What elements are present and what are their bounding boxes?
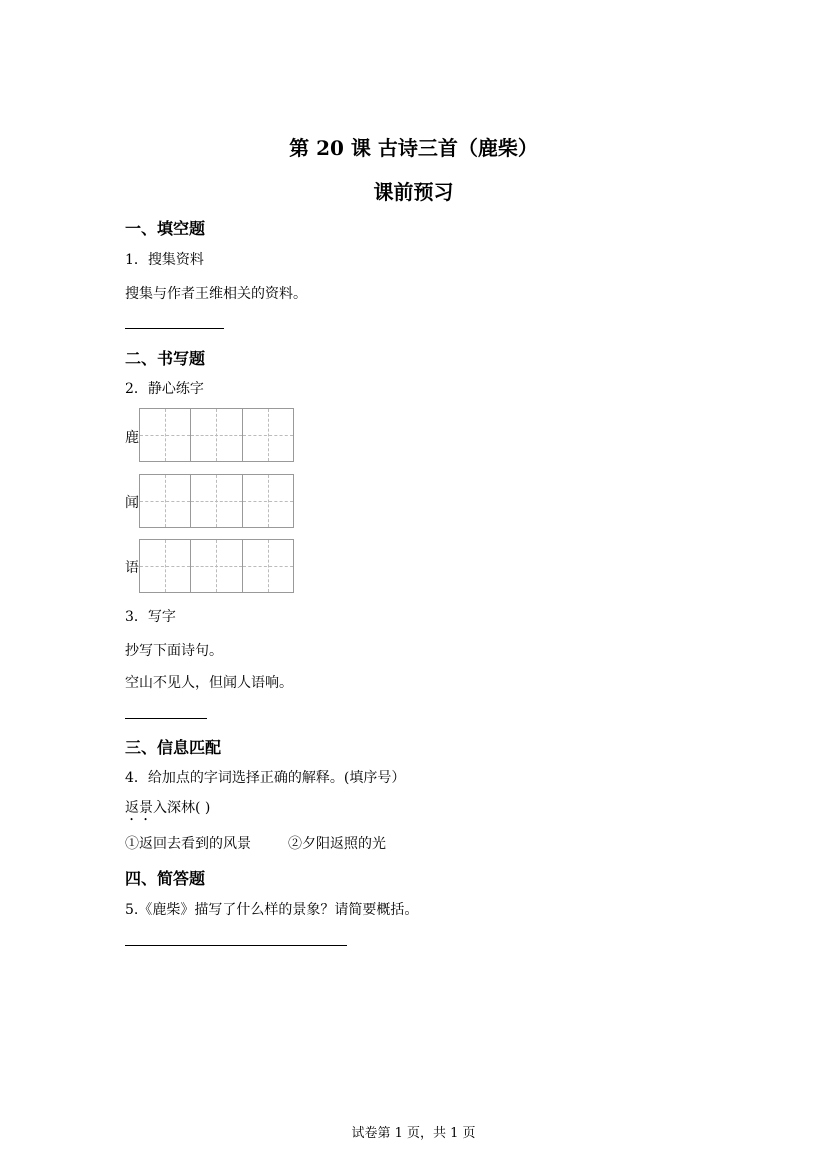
practice-char: 语 [125,560,139,576]
section-heading: 四、简答题 [125,869,206,888]
practice-char: 闻 [125,495,139,511]
page-subtitle: 课前预习 [373,180,454,204]
answer-line[interactable] [125,328,224,329]
section-heading: 三、信息匹配 [125,738,222,757]
option-2: ②夕阳返照的光 [288,836,386,852]
phrase-rest: 入深林( ) [153,800,211,816]
section-heading: 一、填空题 [125,219,206,238]
question-label: 3．写字 [125,609,176,625]
practice-char: 鹿 [125,430,139,446]
writing-grid[interactable] [139,539,294,593]
question-text: 搜集与作者王维相关的资料。 [125,286,307,302]
page-title: 第 20 课 古诗三首（鹿柴） [289,136,538,160]
page-footer: 试卷第 1 页，共 1 页 [351,1126,476,1141]
dotted-char: 景 [139,800,153,816]
poem-line: 空山不见人，但闻人语响。 [125,675,293,691]
answer-line[interactable] [125,718,207,719]
answer-line[interactable] [125,945,347,946]
option-1: ①返回去看到的风景 [125,836,251,852]
question-label: 4．给加点的字词选择正确的解释。(填序号） [125,770,406,786]
question-label: 1．搜集资料 [125,252,204,268]
question-label: 2．静心练字 [125,381,204,397]
dotted-char: 返 [125,800,139,816]
writing-grid[interactable] [139,408,294,462]
phrase [125,797,210,824]
question-text: 抄写下面诗句。 [125,643,223,659]
writing-grid[interactable] [139,474,294,528]
question-label: 5.《鹿柴》描写了什么样的景象？请简要概括。 [125,902,419,918]
section-heading: 二、书写题 [125,349,206,368]
